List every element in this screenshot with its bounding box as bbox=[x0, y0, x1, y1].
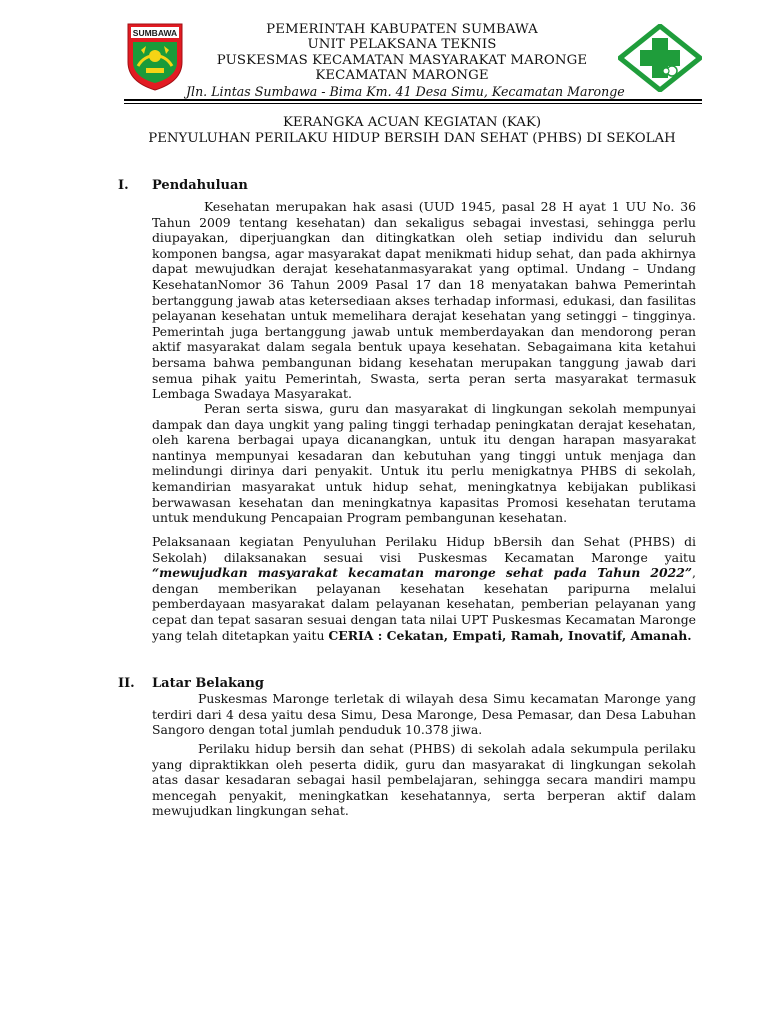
section-2-paragraph-1: Puskesmas Maronge terletak di wilayah desa Simu kecamatan Maronge yang terdiri dari 4 desa yaitu desa Simu, Desa Maronge, Desa Pemasar, dan Desa Labuhan Sangoro dengan total jumlah penduduk 10.378 jiwa. bbox=[152, 691, 696, 738]
section-2-heading: Latar Belakang bbox=[152, 676, 264, 691]
section-2-paragraph-2: Perilaku hidup bersih dan sehat (PHBS) di sekolah adala sekumpula perilaku yang dipraktikkan oleh peserta didik, guru dan masyarakat di lingkungan sekolah atas dasar kesadaran sebagai hasil pembelajaran, sehingga secara mandiri mampu mencegah penyakit, meningkatkan kesehatannya, serta berperan aktif dalam mewujudkan lingkungan sehat. bbox=[152, 741, 696, 819]
letterhead bbox=[186, 22, 625, 99]
letterhead-line-1: PEMERINTAH KABUPATEN SUMBAWA bbox=[266, 22, 538, 37]
letterhead-rule-thick bbox=[124, 99, 702, 101]
letterhead-line-4: KECAMATAN MARONGE bbox=[315, 68, 489, 84]
section-1-paragraph-3 bbox=[152, 534, 696, 643]
document-title: KERANGKA ACUAN KEGIATAN (KAK) bbox=[282, 115, 542, 130]
vision-statement: “mewujudkan masyarakat kecamatan maronge sehat pada Tahun 2022” bbox=[152, 565, 693, 581]
section-1-paragraph-1: Kesehatan merupakan hak asasi (UUD 1945, pasal 28 H ayat 1 UU No. 36 Tahun 2009 tentang kesehatan) dan sekaligus sebagai investasi, sehingga perlu diupayakan, diperjuangkan dan ditingkatkan oleh setiap individu dan seluruh komponen bangsa, agar masyarakat dapat menikmati hidup sehat, dan pada akhirnya dapat mewujudkan derajat kesehatanmasyarakat yang optimal. Undang – Undang KesehatanNomor 36 Tahun 2009 Pasal 17 dan 18 menyatakan bahwa Pemerintah bertanggung jawab atas ketersediaan akses terhadap informasi, edukasi, dan fasilitas pelayanan kesehatan untuk memelihara derajat kesehatan yang setinggi – tingginya. Pemerintah juga bertanggung jawab untuk memberdayakan dan mendorong peran aktif masyarakat dalam segala bentuk upaya kesehatan. Sebagaimana kita ketahui bersama bahwa pembangunan bidang kesehatan merupakan tanggung jawab dari semua pihak yaitu Pemerintah, Swasta, serta peran serta masyarakat termasuk Lembaga Swadaya Masyarakat. bbox=[152, 199, 696, 402]
values-statement: CERIA : Cekatan, Empati, Ramah, Inovatif, Amanah. bbox=[328, 627, 692, 643]
section-1-number: I. bbox=[118, 178, 129, 193]
letterhead-address: Jln. Lintas Sumbawa - Bima Km. 41 Desa Simu, Kecamatan Maronge bbox=[186, 83, 625, 99]
section-1-paragraph-2: Peran serta siswa, guru dan masyarakat di lingkungan sekolah mempunyai dampak dan daya ungkit yang paling tinggi terhadap peningkatan derajat kesehatan, oleh karena berbagai upaya dicanangkan, untuk itu dengan harapan masyarakat nantinya mempunyai kesadaran dan kebutuhan yang tinggi untuk menjaga dan melindungi dirinya dari penyakit. Untuk itu perlu menigkatnya PHBS di sekolah, kemandirian masyarakat untuk hidup sehat, meningkatnya kebijakan publikasi berwawasan kesehatan dan meningkatnya kapasitas Promosi kesehatan terutama untuk mendukung Pencapaian Program pembangunan kesehatan. bbox=[152, 401, 696, 526]
sumbawa-regency-logo-icon bbox=[124, 22, 186, 92]
section-2-number: II. bbox=[118, 676, 135, 691]
document-subtitle: PENYULUHAN PERILAKU HIDUP BERSIH DAN SEHAT (PHBS) DI SEKOLAH bbox=[148, 131, 676, 146]
letterhead-line-3: PUSKESMAS KECAMATAN MASYARAKAT MARONGE bbox=[216, 52, 588, 68]
puskesmas-logo-icon bbox=[618, 24, 702, 92]
letterhead-rule-thin bbox=[124, 103, 702, 104]
letterhead-line-2: UNIT PELAKSANA TEKNIS bbox=[307, 37, 497, 53]
paragraph-3-body: , dengan memberikan pelayanan kesehatan kesehatan paripurna melalui pemberdayaan masyarakat dalam pelayanan kesehatan, pemberian pelayanan yang cepat dan tepat sasaran sesuai dengan tata nilai UPT Puskesmas Kecamatan Maronge yang telah ditetapkan yaitu bbox=[152, 565, 696, 643]
paragraph-3-intro: Pelaksanaan kegiatan Penyuluhan Perilaku Hidup bBersih dan Sehat (PHBS) di Sekolah) dilaksanakan sesuai visi Puskesmas Kecamatan Maronge yaitu bbox=[152, 534, 696, 565]
section-1-heading: Pendahuluan bbox=[152, 178, 248, 193]
logo-left-text: SUMBAWA bbox=[132, 28, 178, 38]
